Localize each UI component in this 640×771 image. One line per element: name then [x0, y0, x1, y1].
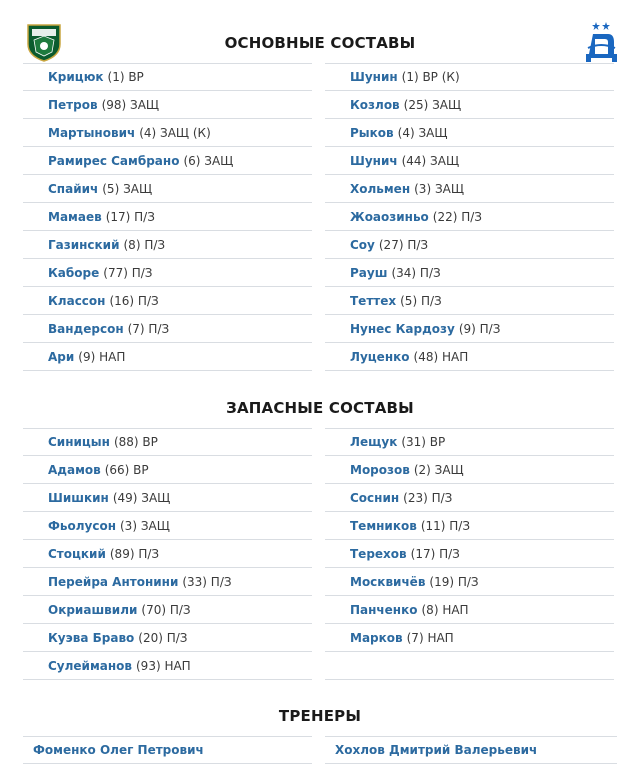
home-subs-list [23, 428, 312, 680]
player-row [325, 91, 614, 119]
player-row [23, 175, 312, 203]
player-name-link[interactable]: Козлов [350, 97, 400, 112]
player-row [325, 484, 614, 512]
player-number-position: (17) П/З [105, 209, 155, 224]
player-name-link[interactable]: Соу [350, 237, 375, 252]
coaches-title: ТРЕНЕРЫ [278, 707, 362, 725]
player-name-link[interactable]: Спайич [48, 181, 99, 196]
home-coach[interactable]: Фоменко Олег Петрович [23, 736, 312, 764]
player-row [325, 540, 614, 568]
player-name-link[interactable]: Вандерсон [48, 321, 124, 336]
player-number-position: (22) П/З [432, 209, 482, 224]
player-name-link[interactable]: Панченко [350, 602, 418, 617]
player-name-link[interactable]: Теттех [350, 293, 397, 308]
player-number-position: (34) П/З [391, 265, 441, 280]
player-number-position: (1) ВР (К) [401, 70, 460, 84]
player-name-link[interactable]: Рыков [350, 125, 394, 140]
player-row [23, 147, 312, 175]
player-row [23, 596, 312, 624]
player-name-link[interactable]: Шунин [350, 70, 398, 84]
player-number-position: (4) ЗАЩ [397, 125, 448, 140]
player-number-position: (9) НАП [78, 349, 126, 364]
player-number-position: (2) ЗАЩ [413, 462, 464, 477]
player-name-link[interactable]: Мамаев [48, 209, 102, 224]
player-row [23, 203, 312, 231]
player-name-link[interactable]: Нунес Кардозу [350, 321, 455, 336]
player-number-position: (4) ЗАЩ (К) [139, 125, 211, 140]
player-number-position: (88) ВР [113, 435, 158, 449]
player-row [325, 231, 614, 259]
player-name-link[interactable]: Сулейманов [48, 658, 132, 673]
player-row [23, 259, 312, 287]
player-name-link[interactable]: Петров [48, 97, 98, 112]
player-name-link[interactable]: Синицын [48, 435, 110, 449]
player-name-link[interactable]: Крицюк [48, 70, 104, 84]
player-number-position: (66) ВР [104, 462, 149, 477]
player-name-link[interactable]: Марков [350, 630, 403, 645]
player-number-position: (77) П/З [103, 265, 153, 280]
player-row [325, 568, 614, 596]
player-row [23, 568, 312, 596]
player-row [23, 287, 312, 315]
player-name-link[interactable]: Классон [48, 293, 106, 308]
player-row [325, 119, 614, 147]
player-row [325, 343, 614, 371]
player-row [325, 175, 614, 203]
player-name-link[interactable]: Лещук [350, 435, 398, 449]
player-name-link[interactable]: Куэва Браво [48, 630, 135, 645]
player-name-link[interactable]: Каборе [48, 265, 100, 280]
player-name-link[interactable]: Шишкин [48, 490, 109, 505]
player-number-position: (16) П/З [109, 293, 159, 308]
starting-lineups-title: ОСНОВНЫЕ СОСТАВЫ [224, 34, 416, 52]
player-row [325, 203, 614, 231]
player-number-position: (8) НАП [421, 602, 469, 617]
player-number-position: (7) П/З [127, 321, 170, 336]
player-row [23, 119, 312, 147]
player-row [325, 63, 614, 91]
player-name-link[interactable]: Москвичёв [350, 574, 426, 589]
player-name-link[interactable]: Хольмен [350, 181, 411, 196]
player-row [325, 147, 614, 175]
player-row [325, 456, 614, 484]
player-row [23, 512, 312, 540]
player-row [23, 540, 312, 568]
player-number-position: (3) ЗАЩ [414, 181, 464, 196]
player-number-position: (11) П/З [420, 518, 471, 533]
player-number-position: (98) ЗАЩ [101, 97, 160, 112]
player-number-position: (23) П/З [403, 490, 453, 505]
away-subs-list [325, 428, 614, 680]
player-number-position: (48) НАП [413, 349, 469, 364]
player-row [325, 428, 614, 456]
player-row [23, 231, 312, 259]
home-starting-list [23, 63, 312, 371]
away-starting-list [325, 63, 614, 371]
player-name-link[interactable]: Фьолусон [48, 518, 116, 533]
player-number-position: (70) П/З [141, 602, 191, 617]
player-number-position: (8) П/З [123, 237, 166, 252]
player-number-position: (25) ЗАЩ [403, 97, 462, 112]
player-row [23, 624, 312, 652]
player-name-link[interactable]: Мартынович [48, 125, 136, 140]
player-row [325, 315, 614, 343]
player-number-position: (27) П/З [378, 237, 429, 252]
player-number-position: (44) ЗАЩ [401, 153, 460, 168]
player-name-link[interactable]: Терехов [350, 546, 407, 561]
player-row [23, 91, 312, 119]
player-row [325, 596, 614, 624]
player-row [23, 343, 312, 371]
empty-row [325, 652, 614, 680]
player-name-link[interactable]: Перейра Антонини [48, 574, 179, 589]
player-number-position: (3) ЗАЩ [120, 518, 170, 533]
player-number-position: (9) П/З [458, 321, 501, 336]
player-name-link[interactable]: Луценко [350, 349, 410, 364]
player-name-link[interactable]: Шунич [350, 153, 398, 168]
player-row [23, 63, 312, 91]
player-name-link[interactable]: Рауш [350, 265, 388, 280]
player-name-link[interactable]: Окриашвили [48, 602, 138, 617]
player-row [23, 652, 312, 680]
player-name-link[interactable]: Жоаозиньо [350, 209, 429, 224]
player-row [325, 624, 614, 652]
player-name-link[interactable]: Ари [48, 349, 75, 364]
player-row [325, 512, 614, 540]
player-name-link[interactable]: Адамов [48, 462, 101, 477]
player-row [23, 428, 312, 456]
player-number-position: (93) НАП [136, 658, 191, 673]
player-number-position: (7) НАП [406, 630, 454, 645]
player-number-position: (1) ВР [107, 70, 144, 84]
player-row [23, 315, 312, 343]
player-row [325, 259, 614, 287]
player-number-position: (33) П/З [182, 574, 232, 589]
player-number-position: (17) П/З [410, 546, 460, 561]
substitutes-title: ЗАПАСНЫЕ СОСТАВЫ [226, 399, 414, 417]
player-number-position: (31) ВР [401, 435, 446, 449]
player-number-position: (5) П/З [400, 293, 442, 308]
player-number-position: (19) П/З [429, 574, 479, 589]
player-row [23, 456, 312, 484]
player-name-link[interactable]: Соснин [350, 490, 400, 505]
player-number-position: (20) П/З [138, 630, 188, 645]
player-name-link[interactable]: Рамирес Самбрано [48, 153, 180, 168]
player-number-position: (49) ЗАЩ [112, 490, 171, 505]
away-coach[interactable]: Хохлов Дмитрий Валерьевич [325, 736, 617, 764]
player-row [23, 484, 312, 512]
player-number-position: (6) ЗАЩ [183, 153, 234, 168]
player-number-position: (89) П/З [109, 546, 160, 561]
player-row [325, 287, 614, 315]
player-name-link[interactable]: Темников [350, 518, 417, 533]
player-name-link[interactable]: Газинский [48, 237, 120, 252]
player-number-position: (5) ЗАЩ [102, 181, 153, 196]
player-name-link[interactable]: Морозов [350, 462, 410, 477]
player-name-link[interactable]: Стоцкий [48, 546, 106, 561]
